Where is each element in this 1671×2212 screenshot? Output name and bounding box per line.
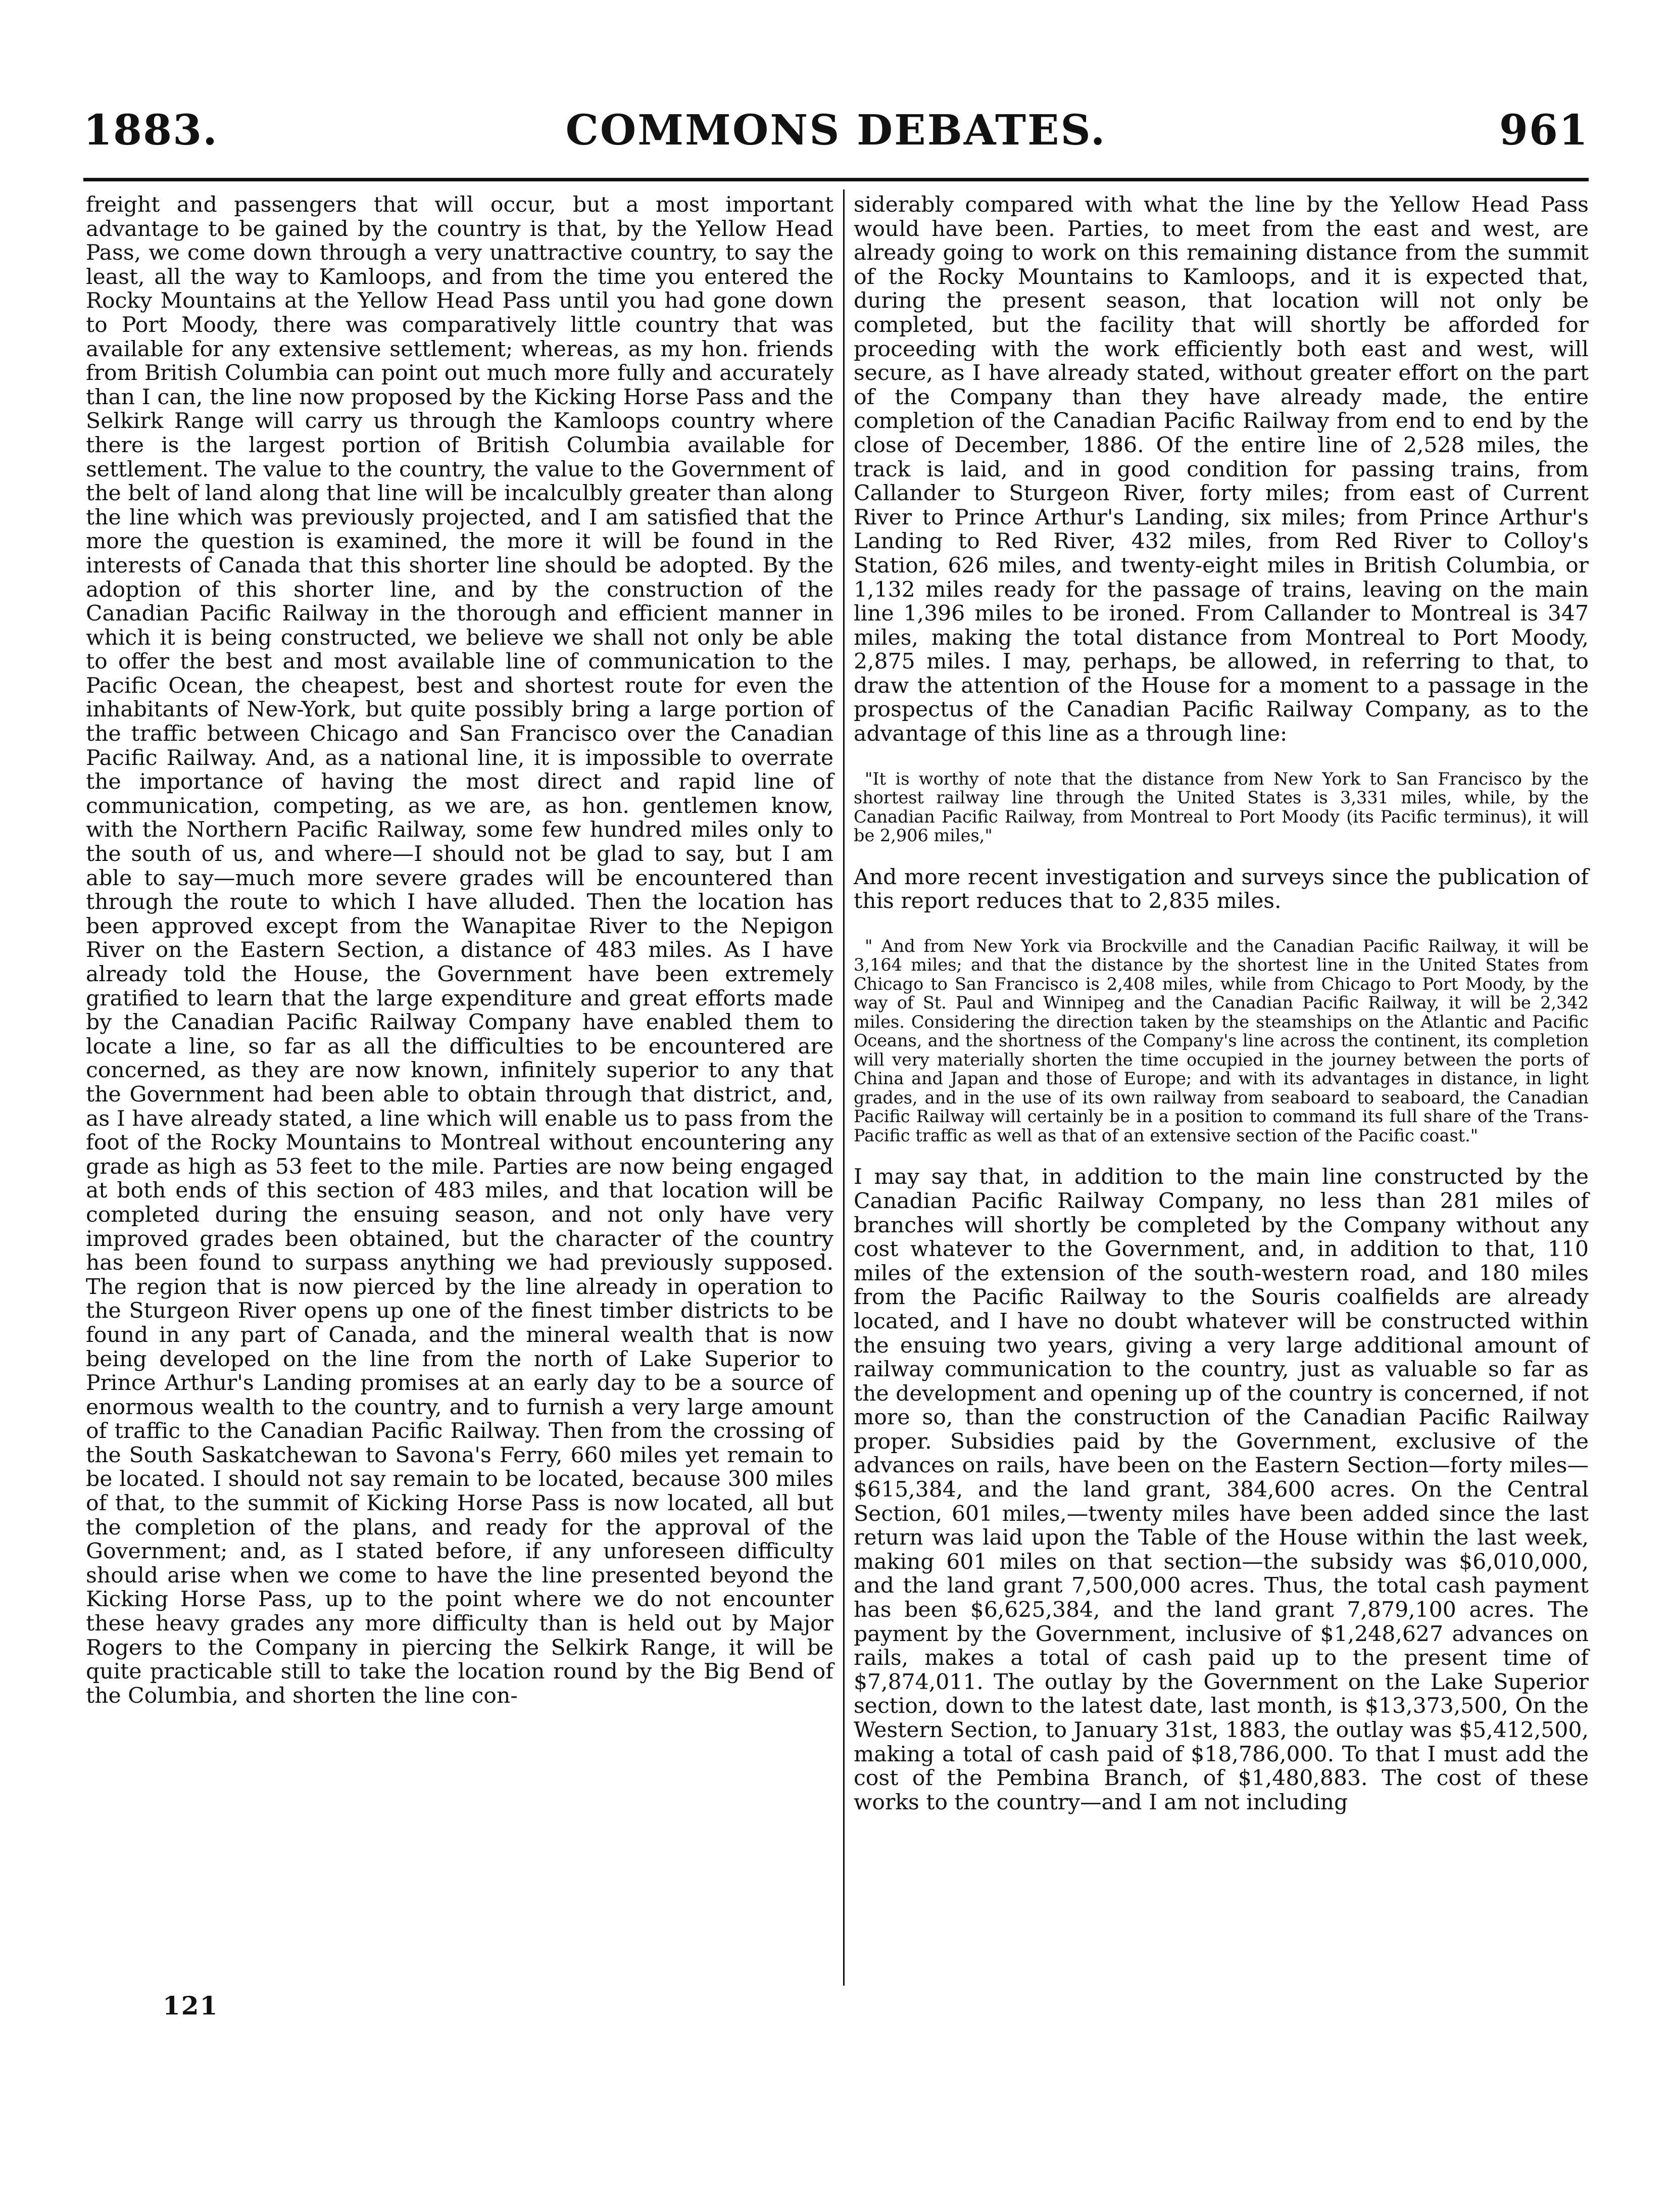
header-year: 1883. (83, 106, 218, 155)
header-page-number: 961 (1499, 106, 1589, 155)
header-rule (83, 178, 1589, 181)
right-paragraph-2: And more recent investigation and surveys since the publication of this report reduces that to 2,835 miles. (854, 864, 1589, 914)
left-column (86, 193, 833, 1708)
block-quote-2: " And from New York via Brockville and the Canadian Pacific Railway, it will be 3,164 miles; and that the distance by the shortest line in the United States from Chicago to San Francisco is 2,408 miles, while from Chicago to Port Moody, by the way of St. Paul and Winnipeg and the Canadian Pacific Railway, it will be 2,342 miles. Considering the direction taken by the steamships on the Atlantic and Pacific Oceans, and the shortness of the Company's line across the continent, its completion will very materially shorten the time occupied in the journey between the ports of China and Japan and those of Europe; and with its advantages in distance, in light grades, and in the use of its own railway from seaboard to seaboard, the Canadian Pacific Railway will certainly be in a position to command its full share of the Trans-Pacific traffic as well as that of an extensive section of the Pacific coast." (854, 936, 1589, 1145)
signature-mark: 121 (163, 1991, 219, 2021)
right-paragraph-3: I may say that, in addition to the main line constructed by the Canadian Pacific Railway Company, no less than 281 miles of branches will shortly be completed by the Company without any cost whatever to the Government, and, in addition to that, 110 miles of the extension of the south-western road, and 180 miles from the Pacific Railway to the Souris coalfields are already located, and I have no doubt whatever will be constructed within the ensuing two years, giving a very large additional amount of railway communication to the country, just as valuable so far as the development and opening up of the country is concerned, if not more so, than the construction of the Canadian Pacific Railway proper. Subsidies paid by the Government, exclusive of the advances on rails, have been on the Eastern Section—forty miles—$615,384, and the land grant, 384,600 acres. On the Central Section, 601 miles,—twenty miles have been added since the last return was laid upon the Table of the House within the last week, making 601 miles on that section—the subsidy was $6,010,000, and the land grant 7,500,000 acres. Thus, the total cash payment has been $6,625,384, and the land grant 7,879,100 acres. The payment by the Government, inclusive of $1,248,627 advances on rails, makes a total of cash paid up to the present time of $7,874,011. The outlay by the Government on the Lake Superior section, down to the latest date, last month, is $13,373,500, On the Western Section, to January 31st, 1883, the outlay was $5,412,500, making a total of cash paid of $18,786,000. To that I must add the cost of the Pembina Branch, of $1,480,883. The cost of these works to the country—and I am not including (854, 1165, 1589, 1815)
column-divider (843, 189, 845, 1986)
page-header (83, 106, 1589, 167)
right-paragraph-1: siderably compared with what the line by the Yellow Head Pass would have been. Parties, to meet from the east and west, are already going to work on this remaining distance from the summit of the Rocky Mountains to Kamloops, and it is expected that, during the present season, that location will not only be completed, but the facility that will shortly be afforded for proceeding with the work efficiently both east and west, will secure, as I have already stated, without greater effort on the part of the Company than they have already made, the entire completion of the Canadian Pacific Railway from end to end by the close of December, 1886. Of the entire line of 2,528 miles, the track is laid, and in good condition for passing trains, from Callander to Sturgeon River, forty miles; from east of Current River to Prince Arthur's Landing, six miles; from Prince Arthur's Landing to Red River, 432 miles, from Red River to Colloy's Station, 626 miles, and twenty-eight miles in British Columbia, or 1,132 miles ready for the passage of trains, leaving on the main line 1,396 miles to be ironed. From Callander to Montreal is 347 miles, making the total distance from Montreal to Port Moody, 2,875 miles. I may, perhaps, be allowed, in referring to that, to draw the attention of the House for a moment to a passage in the prospectus of the Canadian Pacific Railway Company, as to the advantage of this line as a through line: (854, 193, 1589, 747)
left-paragraph: freight and passengers that will occur, but a most important advantage to be gained by the country is that, by the Yellow Head Pass, we come down through a very unattractive country, to say the least, all the way to Kamloops, and from the time you entered the Rocky Mountains at the Yellow Head Pass until you had gone down to Port Moody, there was comparatively little country that was available for any extensive settlement; whereas, as my hon. friends from British Columbia can point out much more fully and accurately than I can, the line now proposed by the Kicking Horse Pass and the Selkirk Range will carry us through the Kamloops country where there is the largest portion of British Columbia available for settlement. The value to the country, the value to the Government of the belt of land along that line will be incalculbly greater than along the line which was previously projected, and I am satisfied that the more the question is examined, the more it will be found in the interests of Canada that this shorter line should be adopted. By the adoption of this shorter line, and by the construction of the Canadian Pacific Railway in the thorough and efficient manner in which it is being constructed, we believe we shall not only be able to offer the best and most available line of communication to the Pacific Ocean, the cheapest, best and shortest route for even the inhabitants of New-York, but quite possibly bring a large portion of the traffic between Chicago and San Francisco over the Canadian Pacific Railway. And, as a national line, it is impossible to overrate the importance of having the most direct and rapid line of communication, competing, as we are, as hon. gentlemen know, with the Northern Pacific Railway, some few hundred miles only to the south of us, and where—I should not be glad to say, but I am able to say—much more severe grades will be encountered than through the route to which I have alluded. Then the location has been approved except from the Wanapitae River to the Nepigon River on the Eastern Section, a distance of 483 miles. As I have already told the House, the Government have been extremely gratified to learn that the large expenditure and great efforts made by the Canadian Pacific Railway Company have enabled them to locate a line, so far as all the difficulties to be encountered are concerned, as they are now known, infinitely superior to any that the Government had been able to obtain through that district, and, as I have already stated, a line which will enable us to pass from the foot of the Rocky Mountains to Montreal without encountering any grade as high as 53 feet to the mile. Parties are now being engaged at both ends of this section of 483 miles, and that location will be completed during the ensuing season, and not only have very improved grades been obtained, but the character of the country has been found to surpass anything we had previously supposed. The region that is now pierced by the line already in operation to the Sturgeon River opens up one of the finest timber districts to be found in any part of Canada, and the mineral wealth that is now being developed on the line from the north of Lake Superior to Prince Arthur's Landing promises at an early day to be a source of enormous wealth to the country, and to furnish a very large amount of traffic to the Canadian Pacific Railway. Then from the crossing of the South Saskatchewan to Savona's Ferry, 660 miles yet remain to be located. I should not say remain to be located, because 300 miles of that, to the summit of Kicking Horse Pass is now located, all but the completion of the plans, and ready for the approval of the Government; and, as I stated before, if any unforeseen difficulty should arise when we come to have the line presented beyond the Kicking Horse Pass, up to the point where we do not encounter these heavy grades any more difficulty than is held out by Major Rogers to the Company in piercing the Selkirk Range, it will be quite practicable still to take the location round by the Big Bend of the Columbia, and shorten the line con- (86, 193, 833, 1708)
right-column (854, 193, 1589, 1814)
block-quote-1: "It is worthy of note that the distance from New York to San Francisco by the shortest railway line through the United States is 3,331 miles, while, by the Canadian Pacific Railway, from Montreal to Port Moody (its Pacific terminus), it will be 2,906 miles," (854, 768, 1589, 846)
header-title: COMMONS DEBATES. (565, 106, 1107, 155)
